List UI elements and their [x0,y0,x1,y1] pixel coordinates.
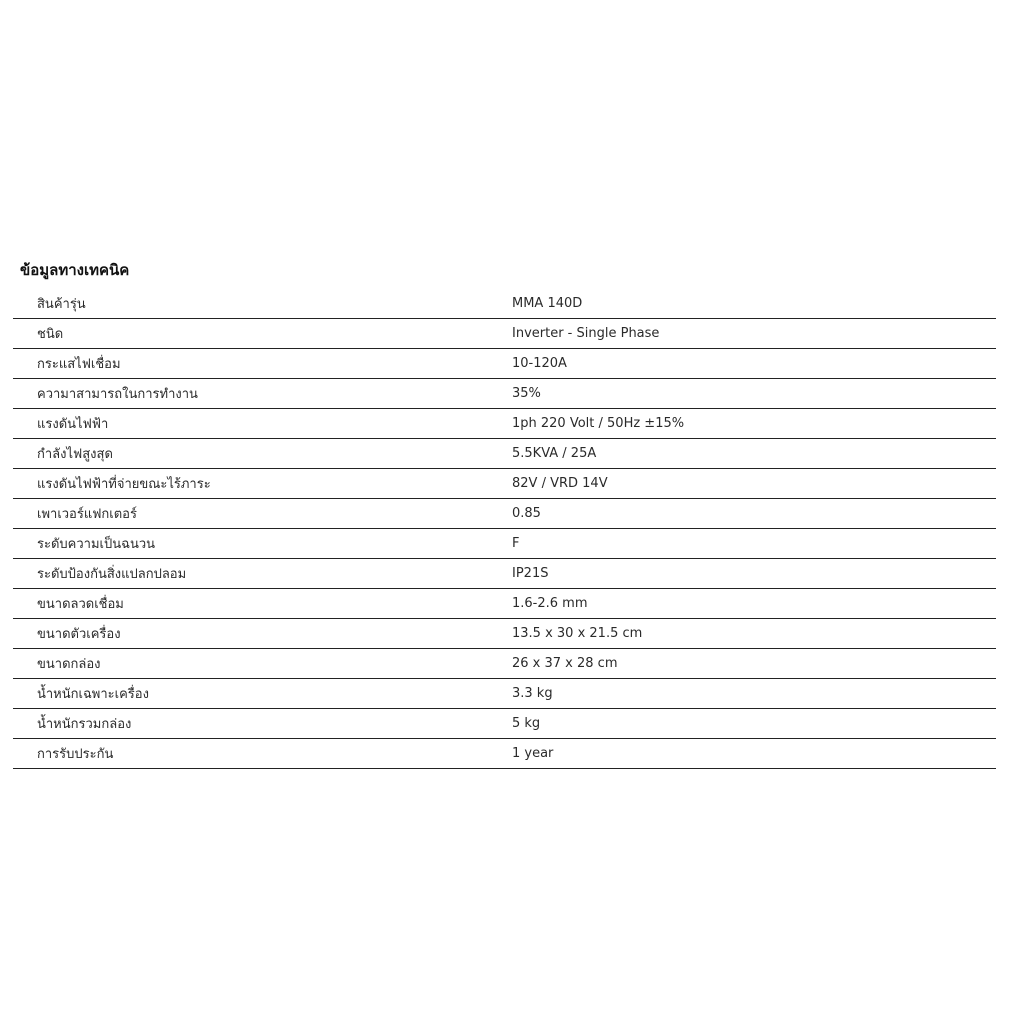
table-row [13,469,996,499]
spec-label: แรงดันไฟฟ้าที่จ่ายขณะไร้ภาระ [13,469,512,499]
section-title: ข้อมูลทางเทคนิค [20,261,130,279]
spec-value: 26 x 37 x 28 cm [512,649,996,679]
table-row [13,379,996,409]
table-row [13,649,996,679]
spec-value: Inverter - Single Phase [512,319,996,349]
table-row [13,319,996,349]
spec-value: MMA 140D [512,289,996,319]
spec-label: น้ำหนักเฉพาะเครื่อง [13,679,512,709]
spec-value: F [512,529,996,559]
spec-value: IP21S [512,559,996,589]
table-row [13,679,996,709]
table-row [13,499,996,529]
spec-label: ขนาดลวดเชื่อม [13,589,512,619]
spec-label: สินค้ารุ่น [13,289,512,319]
table-row [13,739,996,769]
spec-value: 1 year [512,739,996,769]
spec-label: แรงดันไฟฟ้า [13,409,512,439]
spec-label: เพาเวอร์แฟกเตอร์ [13,499,512,529]
table-row [13,559,996,589]
spec-value: 35% [512,379,996,409]
spec-value: 10-120A [512,349,996,379]
spec-label: ขนาดกล่อง [13,649,512,679]
table-row [13,289,996,319]
spec-label: ชนิด [13,319,512,349]
technical-spec-section [13,258,996,769]
spec-label: การรับประกัน [13,739,512,769]
spec-label: ระดับความเป็นฉนวน [13,529,512,559]
spec-value: 1.6-2.6 mm [512,589,996,619]
spec-table [13,289,996,769]
spec-label: น้ำหนักรวมกล่อง [13,709,512,739]
table-row [13,529,996,559]
table-row [13,349,996,379]
spec-label: กำลังไฟสูงสุด [13,439,512,469]
spec-value: 3.3 kg [512,679,996,709]
spec-value: 0.85 [512,499,996,529]
table-row [13,409,996,439]
spec-value: 5.5KVA / 25A [512,439,996,469]
table-row [13,709,996,739]
table-row [13,619,996,649]
spec-value: 1ph 220 Volt / 50Hz ±15% [512,409,996,439]
spec-value: 82V / VRD 14V [512,469,996,499]
spec-label: กระแสไฟเชื่อม [13,349,512,379]
table-row [13,439,996,469]
spec-value: 13.5 x 30 x 21.5 cm [512,619,996,649]
spec-value: 5 kg [512,709,996,739]
table-row [13,589,996,619]
spec-label: ขนาดตัวเครื่อง [13,619,512,649]
spec-label: ความาสามารถในการทำงาน [13,379,512,409]
spec-label: ระดับป้องกันสิ่งแปลกปลอม [13,559,512,589]
